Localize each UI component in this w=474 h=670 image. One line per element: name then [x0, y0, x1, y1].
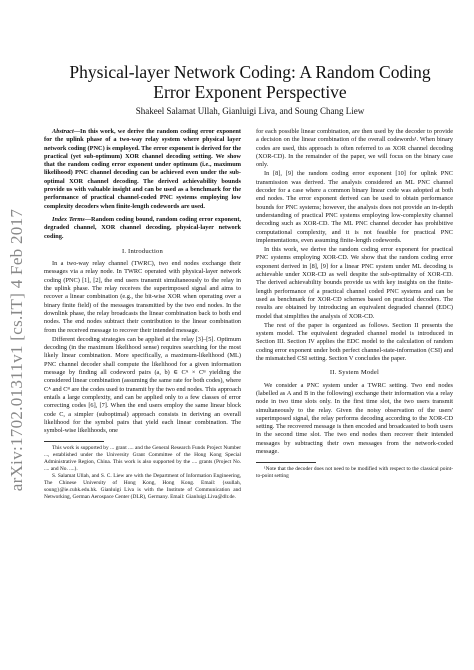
paragraph: Different decoding strategies can be applied at the relay [3]–[5]. Optimum decoding (in the maximum likelihood sense) requires searching for the most likely linear combination. More specifically, a maximum-likelihood (ML) PNC channel decoder shall compute the likelihood for a given information message by finding all codeword pairs (a, b) ∈ Cᴬ × Cᴮ yielding the considered linear combination (assuming the same rate for both codes), where Cᴬ and Cᴮ are the codes used to transmit by the two end nodes. This approach entails a large complexity, and can be applied only to a few classes of error correcting codes [6], [7]. When the end users employ the same linear block code C, a simpler (suboptimal) approach consists in deriving an overall likelihood for the symbol pairs that yield each linear combination. The symbol-wise likelihoods, one	[44, 335, 241, 435]
footnote: This work is supported by ... grant .... and the General Research Funds Project Number ..., established under the University Grant Committee of the Hong Kong Special Administrative Region, China. This work is also supported by the .... grants (Project No. .... and No. ....).	[44, 445, 241, 473]
paragraph: In this work, we derive the random coding error exponent for practical PNC systems employing XOR-CD. We show that the random coding error exponent derived in [8], [9] for a linear PNC system under ML decoding is achievable under XOR-CD as well despite the sub-optimality of XOR-CD. The derived achievability bounds provide us with key insights on the finite-length performance of a practical channel coded PNC systems and can be used as benchmark for XOR-CD schemes based on practical decoders. The results are obtained by introducing an equivalent degraded channel (EDC) model that simplifies the analysis of XOR-CD.	[256, 246, 453, 320]
left-column	[44, 128, 241, 501]
paragraph: The rest of the paper is organized as follows. Section II presents the system model. The equivalent degraded channel model is introduced in Section III. Section IV applies the EDC model to the calculation of random coding error exponent under both perfect channel-state-information (CSI) and the mismatched CSI setting. Section V concludes the paper.	[256, 321, 453, 363]
paper-authors: Shakeel Salamat Ullah, Gianluigi Liva, and Soung Chang Liew	[135, 106, 365, 116]
abstract	[44, 128, 241, 211]
right-column	[256, 128, 453, 480]
abstract-label: Abstract	[52, 128, 74, 135]
section-heading-introduction: I. Introduction	[121, 247, 164, 255]
footnote: S. Salamat Ullah, and S. C. Liew are with the Department of Information Engineering, The Chinese University of Hong Kong, Hong Kong. Email: {ssullah, soung}@ie.cuhk.edu.hk. Gianluigi Liva is with the Institute of Communication and Networking, German Aerospace Center (DLR), Germany. Email: Gianluigi.Liva@dlr.de.	[44, 473, 241, 501]
paper-title: Physical-layer Network Coding: A Random Coding Error Exponent Perspective	[69, 62, 431, 102]
footnote: ¹Note that the decoder does not need to be modified with respect to the classical point-to-point setting	[256, 466, 453, 480]
footnote-divider	[256, 462, 316, 463]
index-terms-text: —Random coding bound, random coding error exponent, degraded channel, XOR channel decoding, physical-layer network coding.	[44, 215, 241, 240]
arxiv-stamp	[2, 150, 32, 550]
footnote-divider	[44, 441, 104, 442]
abstract-text: —In this work, we derive the random coding error exponent for the uplink phase of a two-way relay system where physical layer network coding (PNC) is employed. The error exponent is derived for the practical (yet sub-optimum) XOR channel decoding setting. We show that the random coding error exponent under optimum (i.e., maximum likelihood) PNC channel decoding can be achieved even under the sub-optimal XOR channel decoding. The derived achievability bounds provide us with valuable insight and can be used as a benchmark for the performance of practical channel-coded PNC systems employing low complexity decoders when finite-length codewords are used.	[44, 128, 241, 210]
section-heading-system-model: II. System Model	[329, 369, 380, 377]
index-terms-label: Index Terms	[52, 215, 85, 223]
paragraph: We consider a PNC system under a TWRC setting. Two end nodes (labelled as A and B in the following) exchange their information via a relay node in two time slots only. In the first time slot, the two users transmit simultaneously to the relay. Given the noisy observation of the users' superimposed signal, the relay performs decoding according to the XOR-CD setting. The recovered message is then encoded and broadcasted to both users in the second time slot. The two end nodes then recover their intended messages by subtracting their own messages from the network-coded message.	[256, 381, 453, 455]
paragraph: In a two-way relay channel (TWRC), two end nodes exchange their messages via a relay node. In TWRC operated with physical-layer network coding (PNC) [1], [2], the end users transmit simultaneously to the relay in the uplink phase. The relay receives the superimposed signal and aims to recover a linear combination (e.g., the bit-wise XOR when operating over a binary finite field) of the messages transmitted by the two end nodes. In the downlink phase, the relay broadcasts the linear combination back to both end nodes. The end nodes subtract their contribution to the linear combination from the received message to recover their intended message.	[44, 260, 241, 334]
arxiv-stamp-text: arXiv:1702.01311v1 [cs.IT] 4 Feb 2017	[7, 208, 26, 492]
index-terms	[44, 216, 241, 241]
paragraph: for each possible linear combination, are then used by the decoder to provide a decision on the linear combination of the overall codewords¹. When binary codes are used, this approach is often referred to as XOR channel decoding (XOR-CD). In the remainder of the paper, we will focus on the binary case only.	[256, 128, 453, 169]
paragraph: In [8], [9] the random coding error exponent [10] for uplink PNC transmission was derived. The analysis considered an ML PNC channel decoder for a case where a common binary linear code was adopted at both end nodes. The error exponent derived can be used to obtain performance bounds for PNC systems; however, the analysis does not provide an in-depth understanding of practical PNC systems employing low-complexity channel decoding such as XOR-CD. The ML PNC channel decoder has prohibitive computational complexity, and it is not feasible for practical PNC implementations, even assuming finite-length codewords.	[256, 170, 453, 244]
